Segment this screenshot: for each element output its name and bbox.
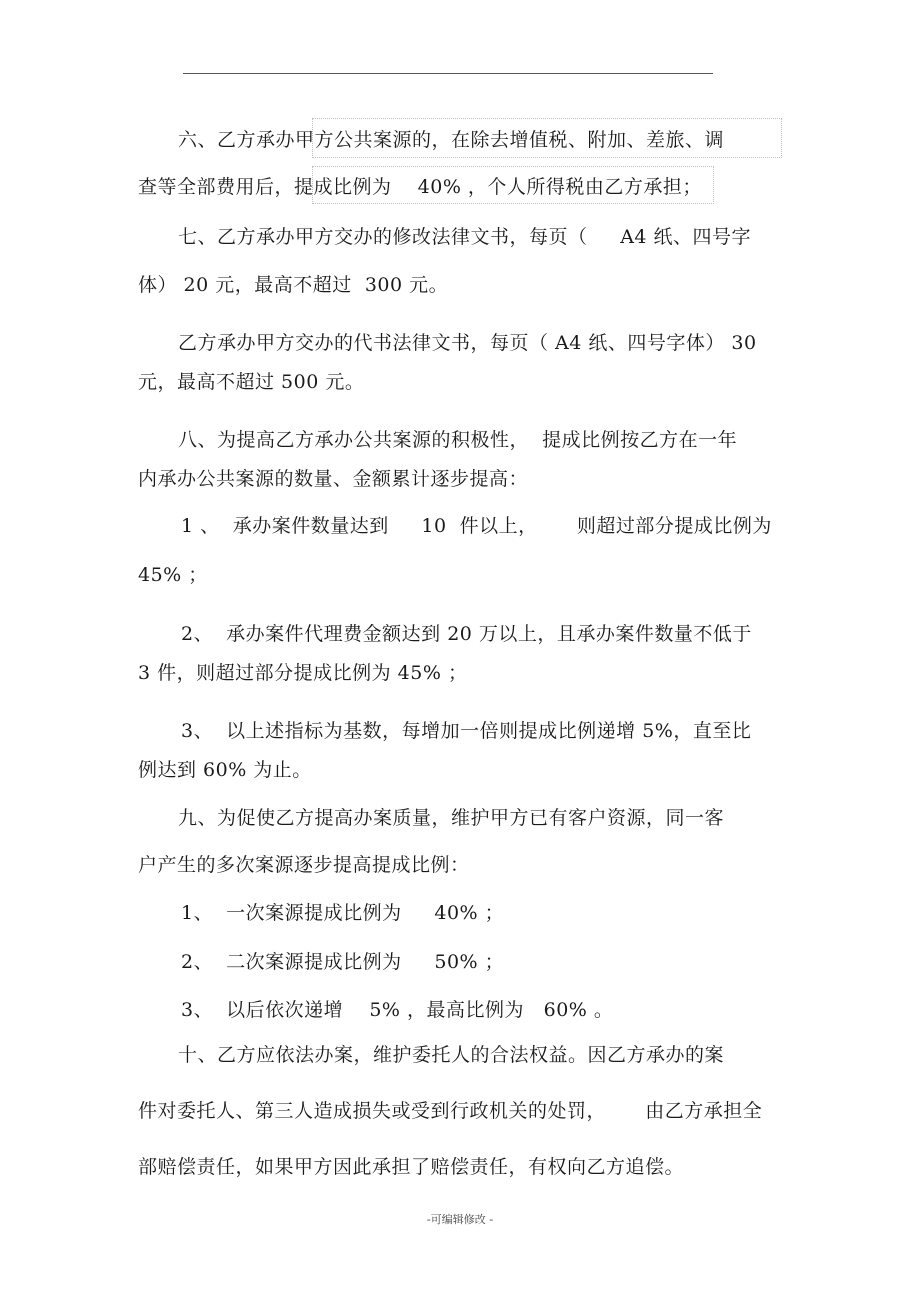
paragraph-8-line-2: 内承办公共案源的数量、金额累计逐步提高： [138,468,529,490]
paragraph-9-line-1: 九、为促使乙方提高办案质量，维护甲方已有客户资源，同一客 [178,807,725,829]
paragraph-6-line-1: 六、乙方承办甲方公共案源的，在除去增值税、附加、差旅、调 [178,129,725,151]
paragraph-8-line-1: 八、为提高乙方承办公共案源的积极性， 提成比例按乙方在一年 [178,429,738,451]
item-8-2-line-2: 3 件，则超过部分提成比例为 45% ； [138,662,468,684]
paragraph-10-line-1: 十、乙方应依法办案，维护委托人的合法权益。因乙方承办的案 [178,1044,725,1066]
item-9-1: 1、 一次案源提成比例为 40% ； [181,902,505,924]
item-9-2: 2、 二次案源提成比例为 50% ； [181,951,505,973]
item-8-3-line-2: 例达到 60% 为止。 [138,759,312,781]
item-9-3: 3、 以后依次递增 5% ，最高比例为 60% 。 [181,999,614,1021]
paragraph-7b-line-1: 乙方承办甲方交办的代书法律文书，每页（ A4 纸、四号字体） 30 [178,332,757,354]
item-8-2-line-1: 2、 承办案件代理费金额达到 20 万以上，且承办案件数量不低于 [181,623,752,645]
paragraph-7-line-1: 七、乙方承办甲方交办的修改法律文书，每页（ A4 纸、四号字 [178,226,752,248]
paragraph-10-line-2: 件对委托人、第三人造成损失或受到行政机关的处罚， 由乙方承担全 [138,1100,763,1122]
item-8-1-line-2: 45% ； [138,564,208,586]
paragraph-9-line-2: 户产生的多次案源逐步提高提成比例： [138,854,470,876]
header-rule [183,73,713,74]
paragraph-7b-line-2: 元，最高不超过 500 元。 [138,371,365,393]
item-8-1-line-1: 1 、 承办案件数量达到 10 件以上， 则超过部分提成比例为 [181,515,772,537]
page-footer: -可编辑修改 - [426,1213,494,1226]
paragraph-10-line-3: 部赔偿责任，如果甲方因此承担了赔偿责任，有权向乙方追偿。 [138,1156,685,1178]
paragraph-7-line-2: 体） 20 元，最高不超过 300 元。 [138,274,449,296]
paragraph-6-line-2: 查等全部费用后，提成比例为 40% ，个人所得税由乙方承担； [138,176,702,198]
item-8-3-line-1: 3、 以上述指标为基数，每增加一倍则提成比例递增 5%，直至比 [181,720,752,742]
